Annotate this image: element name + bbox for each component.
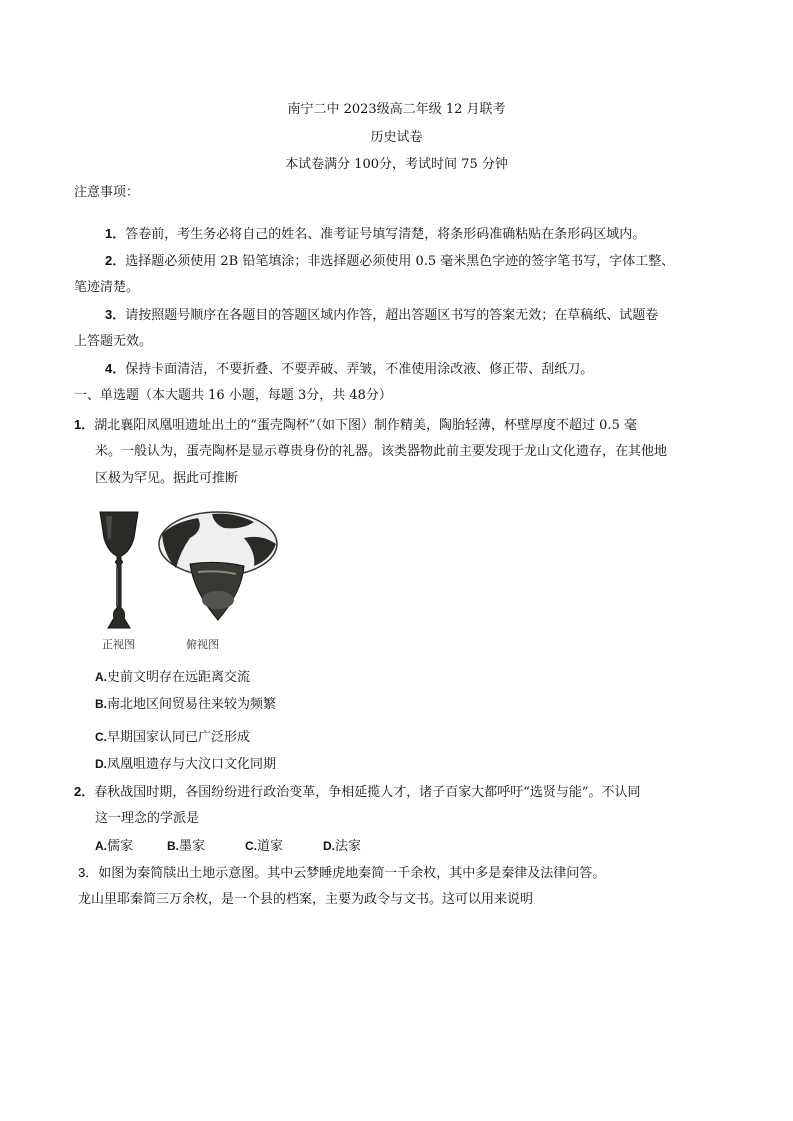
notice-item-text: 保持卡面清洁，不要折叠、不要弄破、弄皱，不准使用涂改液、修正带、刮纸刀。 bbox=[125, 362, 594, 377]
notice-item-text: 选择题必须使用 2B 铅笔填涂；非选择题必须使用 0.5 毫米黑色字迹的签字笔书写，字体工整、 bbox=[125, 254, 675, 269]
exam-subject: 历史试卷 bbox=[370, 130, 423, 145]
notice-heading: 注意事项： bbox=[74, 185, 140, 200]
option-text: 墨家 bbox=[179, 839, 206, 854]
option-letter: C. bbox=[245, 839, 257, 853]
top-view-caption: 俯视图 bbox=[186, 638, 219, 651]
option-text: 道家 bbox=[257, 839, 284, 854]
option-letter: D. bbox=[95, 757, 107, 771]
question-text: 湖北襄阳凤凰咀遗址出土的“蛋壳陶杯”（如下图）制作精美，陶胎轻薄，杯壁厚度不超过 0.5 毫 bbox=[94, 418, 637, 433]
notice-item-4 bbox=[105, 360, 593, 379]
option-letter: C. bbox=[95, 730, 107, 744]
notice-item-3-cont: 上答题无效。 bbox=[74, 334, 153, 349]
question-1-line-2: 米。一般认为，蛋壳陶杯是显示尊贵身份的礼器。该类器物此前主要发现于龙山文化遗存，在其他地 bbox=[95, 444, 668, 459]
notice-item-number: 2． bbox=[105, 253, 126, 268]
question-1 bbox=[74, 416, 637, 435]
q2-option-a[interactable] bbox=[95, 837, 167, 856]
question-2 bbox=[74, 783, 641, 802]
question-number: 1． bbox=[74, 417, 95, 432]
option-text: 法家 bbox=[335, 839, 362, 854]
top-view-image bbox=[159, 512, 277, 620]
option-letter: B. bbox=[95, 697, 107, 711]
q1-option-d[interactable] bbox=[95, 755, 276, 774]
q1-option-b[interactable] bbox=[95, 695, 276, 714]
option-letter: B. bbox=[167, 839, 179, 853]
question-number: 3． bbox=[78, 865, 99, 880]
option-text: 史前文明存在远距离交流 bbox=[107, 670, 251, 685]
notice-item-2 bbox=[105, 252, 674, 271]
question-2-line-2: 这一理念的学派是 bbox=[95, 811, 200, 826]
option-text: 儒家 bbox=[107, 839, 134, 854]
notice-item-number: 3． bbox=[105, 307, 126, 322]
front-view-image bbox=[100, 512, 138, 628]
notice-item-2-cont: 笔迹清楚。 bbox=[74, 280, 140, 295]
option-letter: A. bbox=[95, 839, 107, 853]
front-view-caption: 正视图 bbox=[102, 638, 135, 651]
notice-item-3 bbox=[105, 306, 658, 325]
question-number: 2． bbox=[74, 784, 95, 799]
q2-option-c[interactable] bbox=[245, 837, 323, 856]
notice-item-text: 答卷前，考生务必将自己的姓名、准考证号填写清楚，将条形码准确粘贴在条形码区域内。 bbox=[125, 227, 646, 242]
question-1-line-3: 区极为罕见。据此可推断 bbox=[95, 471, 239, 486]
option-text: 早期国家认同已广泛形成 bbox=[107, 730, 251, 745]
question-text: 如图为秦简牍出土地示意图。其中云梦睡虎地秦简一千余枚，其中多是秦律及法律问答。 bbox=[98, 866, 606, 881]
q1-option-a[interactable] bbox=[95, 668, 250, 687]
notice-item-text: 请按照题号顺序在各题目的答题区域内作答，超出答题区书写的答案无效；在草稿纸、试题卷 bbox=[125, 308, 659, 323]
question-text: 春秋战国时期，各国纷纷进行政治变革，争相延揽人才，诸子百家大都呼吁“选贤与能”。不认同 bbox=[94, 785, 641, 800]
notice-item-1 bbox=[105, 225, 645, 244]
q2-option-d[interactable] bbox=[323, 837, 361, 856]
q2-option-b[interactable] bbox=[167, 837, 245, 856]
eggshell-cup-figure bbox=[94, 508, 294, 654]
question-3-line-2: 龙山里耶秦简三万余枚，是一个县的档案，主要为政令与文书。这可以用来说明 bbox=[78, 892, 534, 907]
notice-item-number: 4． bbox=[105, 361, 126, 376]
option-letter: A. bbox=[95, 670, 107, 684]
question-3 bbox=[78, 864, 605, 883]
q2-options-row bbox=[95, 837, 361, 856]
exam-info: 本试卷满分 100分，考试时间 75 分钟 bbox=[285, 157, 508, 172]
option-text: 南北地区间贸易往来较为频繁 bbox=[107, 697, 277, 712]
q1-option-c[interactable] bbox=[95, 728, 250, 747]
section-title: 一、单选题（本大题共 16 小题，每题 3分，共 48分） bbox=[74, 388, 392, 403]
option-letter: D. bbox=[323, 839, 335, 853]
eggshell-cup-illustration bbox=[94, 508, 294, 638]
notice-item-number: 1． bbox=[105, 226, 126, 241]
option-text: 凤凰咀遗存与大汶口文化同期 bbox=[107, 757, 277, 772]
exam-title: 南宁二中 2023级高二年级 12 月联考 bbox=[287, 102, 506, 117]
